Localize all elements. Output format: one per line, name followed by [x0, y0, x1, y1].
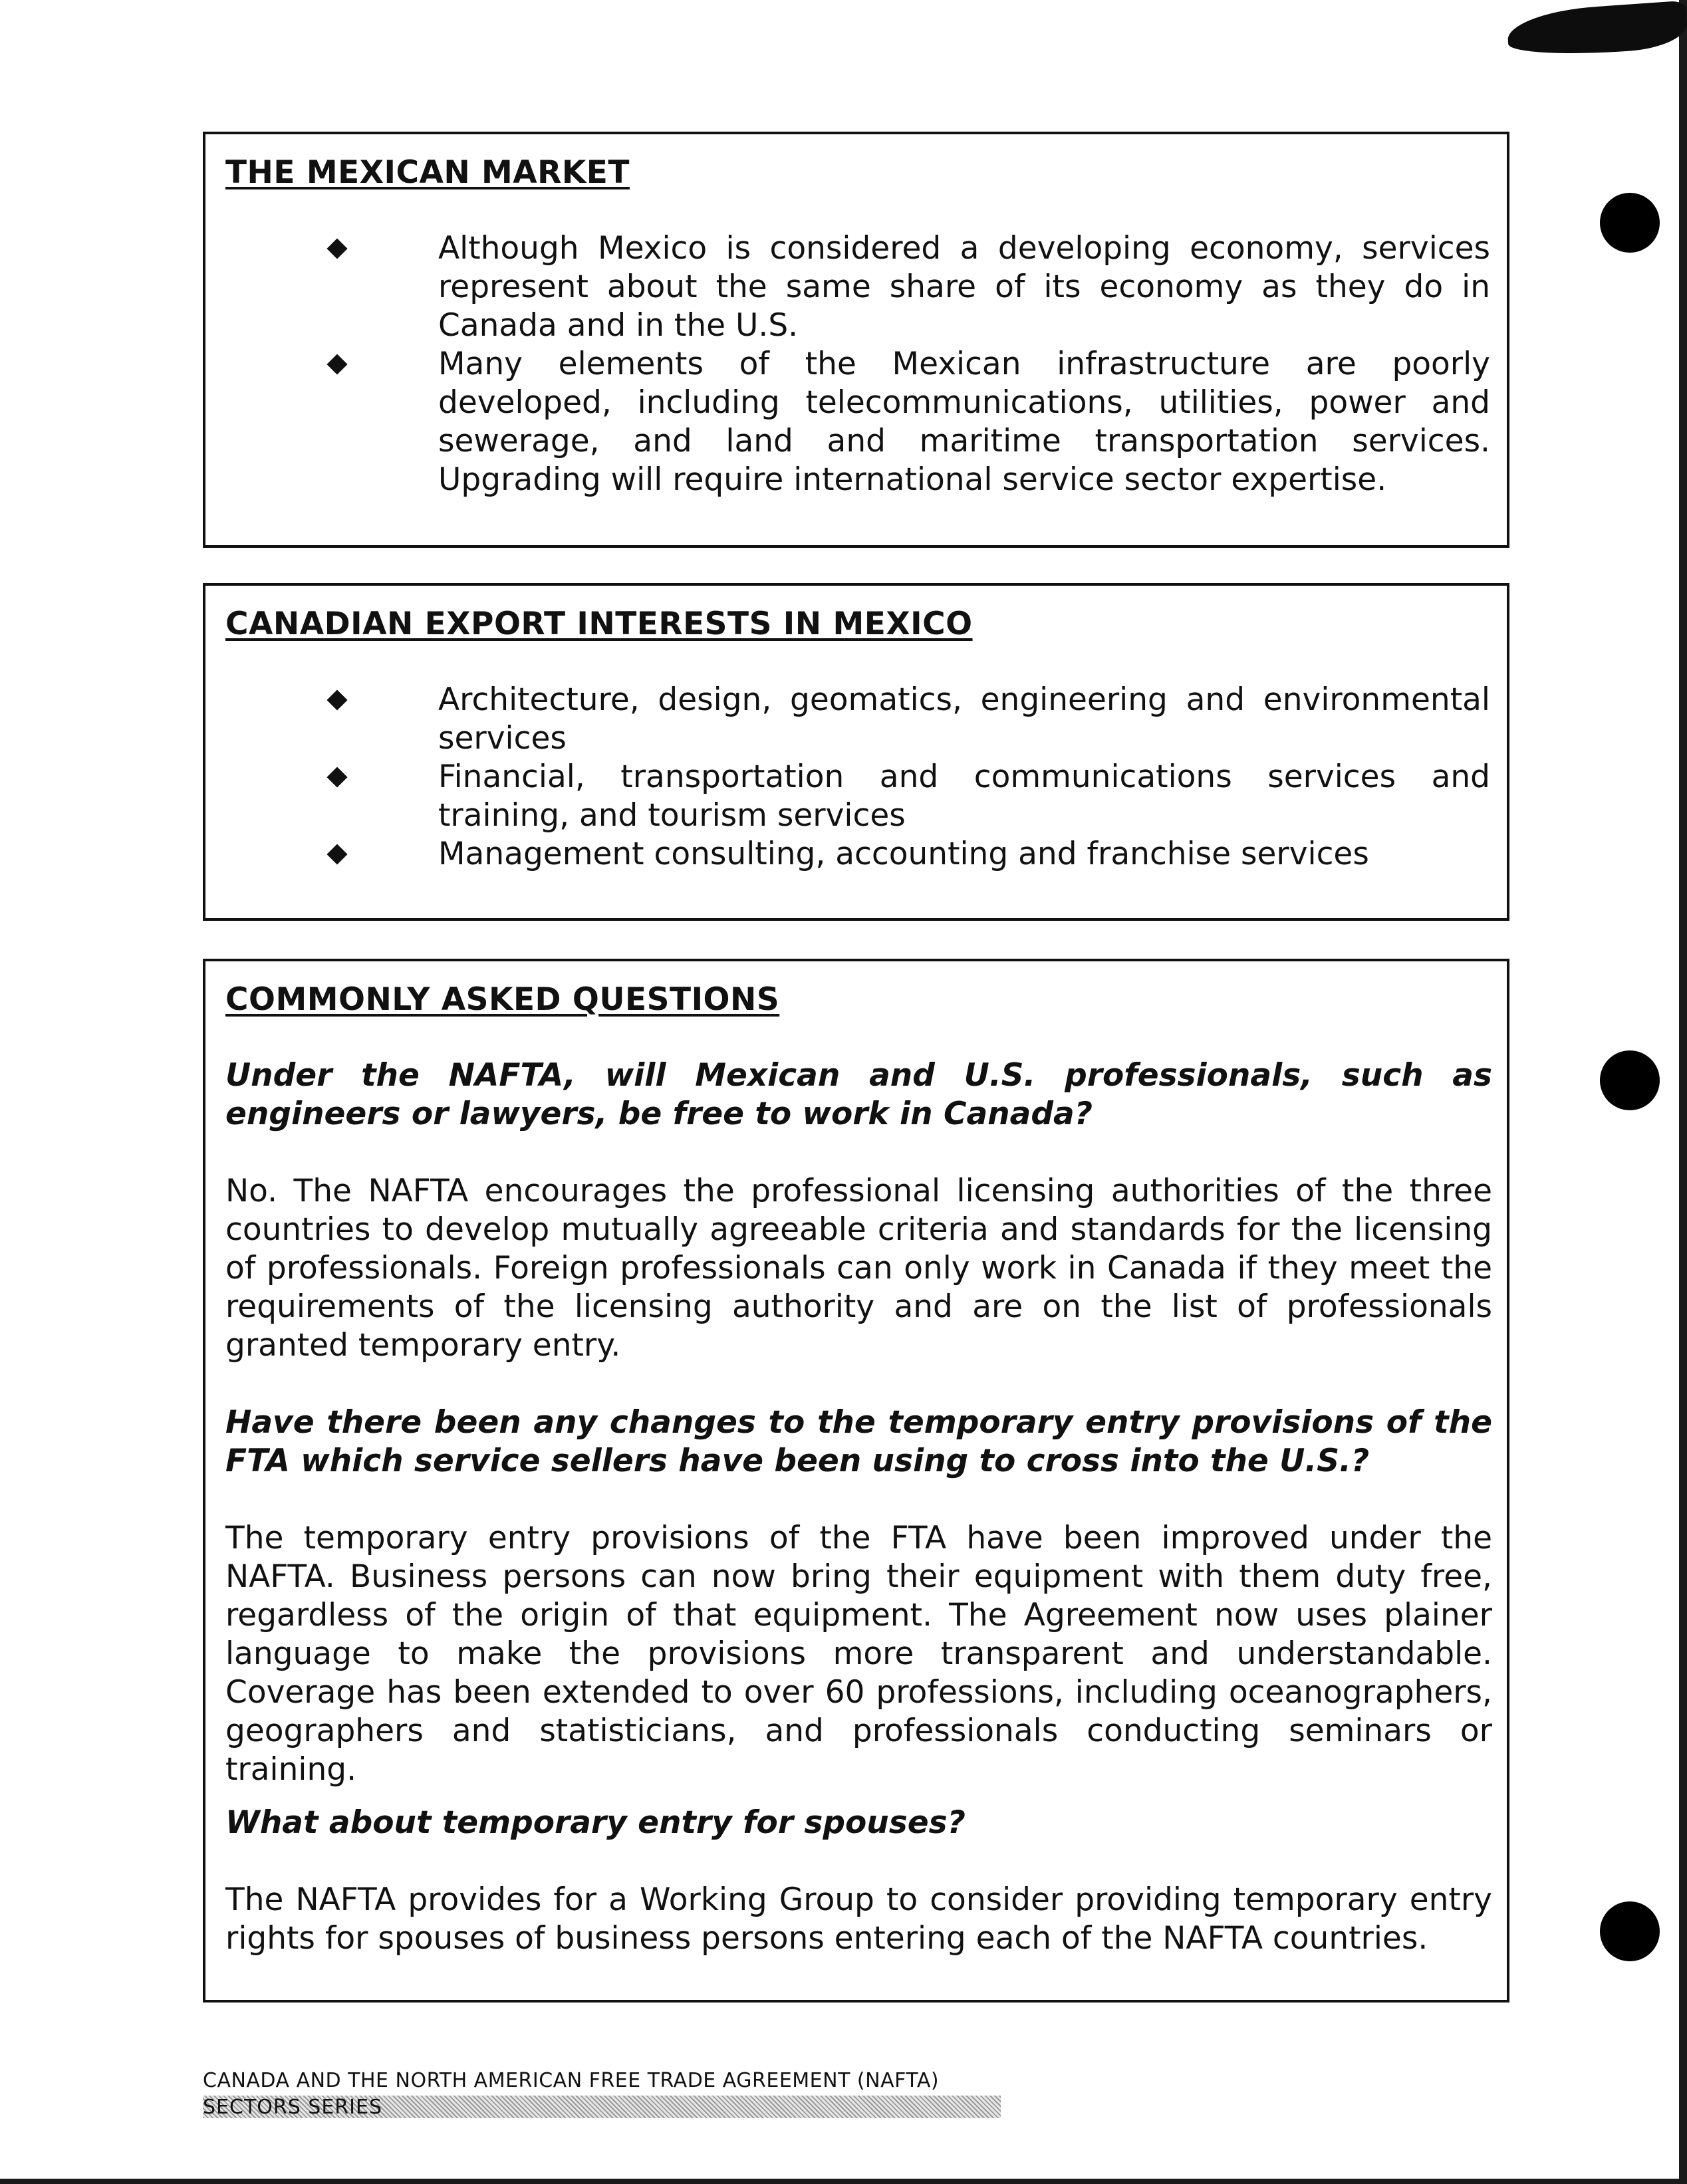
list-item — [322, 345, 1490, 499]
bullet-text: Architecture, design, geomatics, engineering and environmental services — [438, 681, 1490, 757]
mexican-market-box — [203, 132, 1509, 548]
binder-hole-top — [1600, 193, 1660, 253]
faq-question: Under the NAFTA, will Mexican and U.S. professionals, such as engineers or lawyers, be free to work in Canada? — [225, 1057, 1492, 1132]
faq-question: Have there been any changes to the temporary entry provisions of the FTA which service sellers have been using to cross into the U.S.? — [225, 1404, 1492, 1479]
mexican-market-heading: THE MEXICAN MARKET — [225, 154, 630, 191]
faq-answer: No. The NAFTA encourages the professional licensing authorities of the three countries to develop mutually agreeable criteria and standards for the licensing of professionals. Foreign professionals can only work in Canada if they meet the requirements of the licensing authority and are on the list of professionals granted temporary entry. — [225, 1173, 1492, 1364]
binder-hole-bottom — [1600, 1901, 1660, 1961]
faq-item-2 — [225, 1403, 1492, 1789]
diamond-bullet-icon — [326, 689, 347, 710]
list-item — [322, 758, 1490, 835]
scan-right-edge — [1679, 0, 1687, 2184]
export-interests-list — [322, 681, 1490, 874]
footer-series-band — [203, 2096, 1001, 2118]
export-interests-box — [203, 583, 1509, 921]
list-item — [322, 229, 1490, 345]
scan-corner-mark — [1506, 1, 1687, 60]
faq-heading: COMMONLY ASKED QUESTIONS — [225, 981, 780, 1018]
footer-series-name: SECTORS SERIES — [203, 2096, 382, 2119]
list-item — [322, 681, 1490, 758]
diamond-bullet-icon — [326, 844, 347, 864]
faq-answer: The temporary entry provisions of the FTA have been improved under the NAFTA. Business persons can now bring their equipment with them duty free, regardless of the origin of that equipment. The Agreement now uses plainer language to make the provisions more transparent and understandable. Coverage has been extended to over 60 professions, including oceanographers, geographers and statisticians, and professionals conducting seminars or training. — [225, 1520, 1492, 1788]
diamond-bullet-icon — [326, 354, 347, 374]
mexican-market-list — [322, 229, 1490, 499]
diamond-bullet-icon — [326, 767, 347, 787]
bullet-text: Financial, transportation and communications services and training, and tourism services — [438, 759, 1490, 834]
bullet-text: Although Mexico is considered a developing economy, services represent about the same share of its economy as they do in Canada and in the U.S. — [438, 230, 1490, 344]
list-item — [322, 835, 1490, 874]
export-interests-heading: CANADIAN EXPORT INTERESTS IN MEXICO — [225, 606, 973, 642]
faq-item-3 — [225, 1804, 1492, 1958]
faq-question: What about temporary entry for spouses? — [225, 1804, 966, 1841]
diamond-bullet-icon — [326, 238, 347, 259]
footer-series-title: CANADA AND THE NORTH AMERICAN FREE TRADE AGREEMENT (NAFTA) — [203, 2069, 940, 2092]
faq-item-1 — [225, 1056, 1492, 1365]
faq-answer: The NAFTA provides for a Working Group to consider providing temporary entry rights for spouses of business persons entering each of the NAFTA countries. — [225, 1881, 1492, 1957]
faq-box — [203, 959, 1509, 2002]
bullet-text: Management consulting, accounting and franchise services — [438, 836, 1369, 872]
scan-bottom-edge — [0, 2179, 1687, 2184]
bullet-text: Many elements of the Mexican infrastructure are poorly developed, including telecommunications, utilities, power and sewerage, and land and maritime transportation services. Upgrading will require international service sector expertise. — [438, 346, 1490, 498]
binder-hole-middle — [1600, 1050, 1660, 1110]
